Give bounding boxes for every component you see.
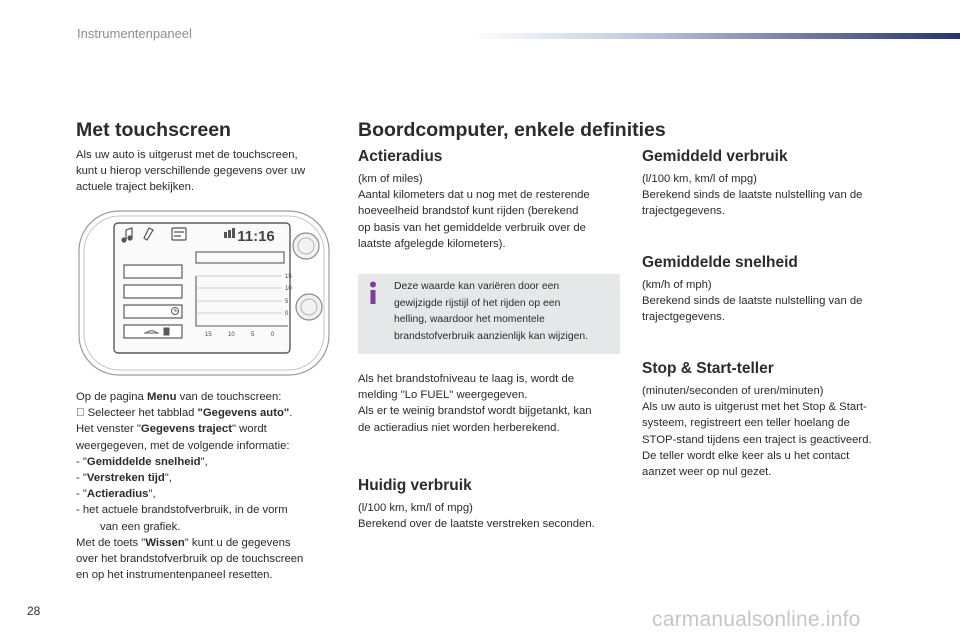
svg-text:5: 5 xyxy=(285,299,289,305)
svg-text:15: 15 xyxy=(205,332,212,338)
menu-term: Menu xyxy=(146,391,177,403)
actieradius-text: (km of miles) Aantal kilometers dat u nog met de resterende hoeveelheid brandstof kunt rijden (berekend op basis van het gemiddelde verbruik over de laatste afgelegde kilometers). xyxy=(358,173,590,250)
actieradius-heading: Actieradius xyxy=(358,148,443,165)
watermark: carmanualsonline.info xyxy=(652,608,861,631)
gemiddeld-verbruik-text: (l/100 km, km/l of mpg) Berekend sinds de laatste nulstelling van de trajectgegevens. xyxy=(642,173,863,218)
page-number: 28 xyxy=(27,604,41,618)
section-title: Instrumentenpaneel xyxy=(77,26,192,41)
touchscreen-steps: Op de pagina Menu van de touchscreen: Selecteer het tabblad "Gegevens auto". Het venster "Gegevens traject" wordt weergegeven, met de volgende informatie: - "Gemiddelde snelheid", - "Verstreken tijd", - "Actieradius", - het actuele brandstofverbruik, in de vorm van een grafiek. Met de toets "Wissen" kunt u de gegevens over het brandstofverbruik op de touchscreen en op het instrumentenpaneel resetten. xyxy=(76,391,304,582)
gemiddeld-verbruik-heading: Gemiddeld verbruik xyxy=(642,148,788,165)
gemiddelde-snelheid-heading: Gemiddelde snelheid xyxy=(642,254,798,271)
touchscreen-illustration xyxy=(78,210,330,376)
touchscreen-heading: Met touchscreen xyxy=(76,119,231,141)
svg-text:10: 10 xyxy=(228,332,235,338)
bottom-knob xyxy=(296,294,322,320)
info-note xyxy=(358,274,620,354)
svg-text:5: 5 xyxy=(251,332,255,338)
svg-text:0: 0 xyxy=(285,311,289,317)
svg-text:10: 10 xyxy=(285,286,292,292)
screen-clock: 11:16 xyxy=(237,228,275,245)
huidig-verbruik-heading: Huidig verbruik xyxy=(358,477,472,494)
boordcomputer-heading: Boordcomputer, enkele definities xyxy=(358,119,666,141)
header-gradient-bar xyxy=(470,33,960,39)
touchscreen-intro: Als uw auto is uitgerust met de touchscreen, kunt u hierop verschillende gegevens over uw actuele traject bekijken. xyxy=(76,149,306,194)
screen-panel xyxy=(114,223,292,353)
gemiddelde-snelheid-text: (km/h of mph) Berekend sinds de laatste nulstelling van de trajectgegevens. xyxy=(642,279,863,324)
stop-start-text: (minuten/seconden of uren/minuten) Als uw auto is uitgerust met het Stop & Start- systeem, registreert een teller hoelang de STOP-stand tijdens een traject is geactiveerd. De teller wordt elke keer als u het contact aanzet weer op nul gezet. xyxy=(642,385,872,479)
fuel-low-text: Als het brandstofniveau te laag is, wordt de melding "Lo FUEL" weergegeven. Als er te weinig brandstof wordt bijgetankt, kan de actieradius niet worden herberekend. xyxy=(358,373,592,434)
top-knob xyxy=(293,233,319,259)
huidig-verbruik-text: (l/100 km, km/l of mpg) Berekend over de laatste verstreken seconden. xyxy=(358,502,595,531)
svg-text:0: 0 xyxy=(271,332,275,338)
info-icon xyxy=(366,281,380,305)
svg-text:15: 15 xyxy=(285,274,292,280)
info-note-text: Deze waarde kan variëren door een gewijzigde rijstijl of het rijden op een helling, waardoor het momentele brandstofverbruik aanzienlijk kan wijzigen. xyxy=(394,281,589,342)
stop-start-heading: Stop & Start-teller xyxy=(642,360,774,377)
